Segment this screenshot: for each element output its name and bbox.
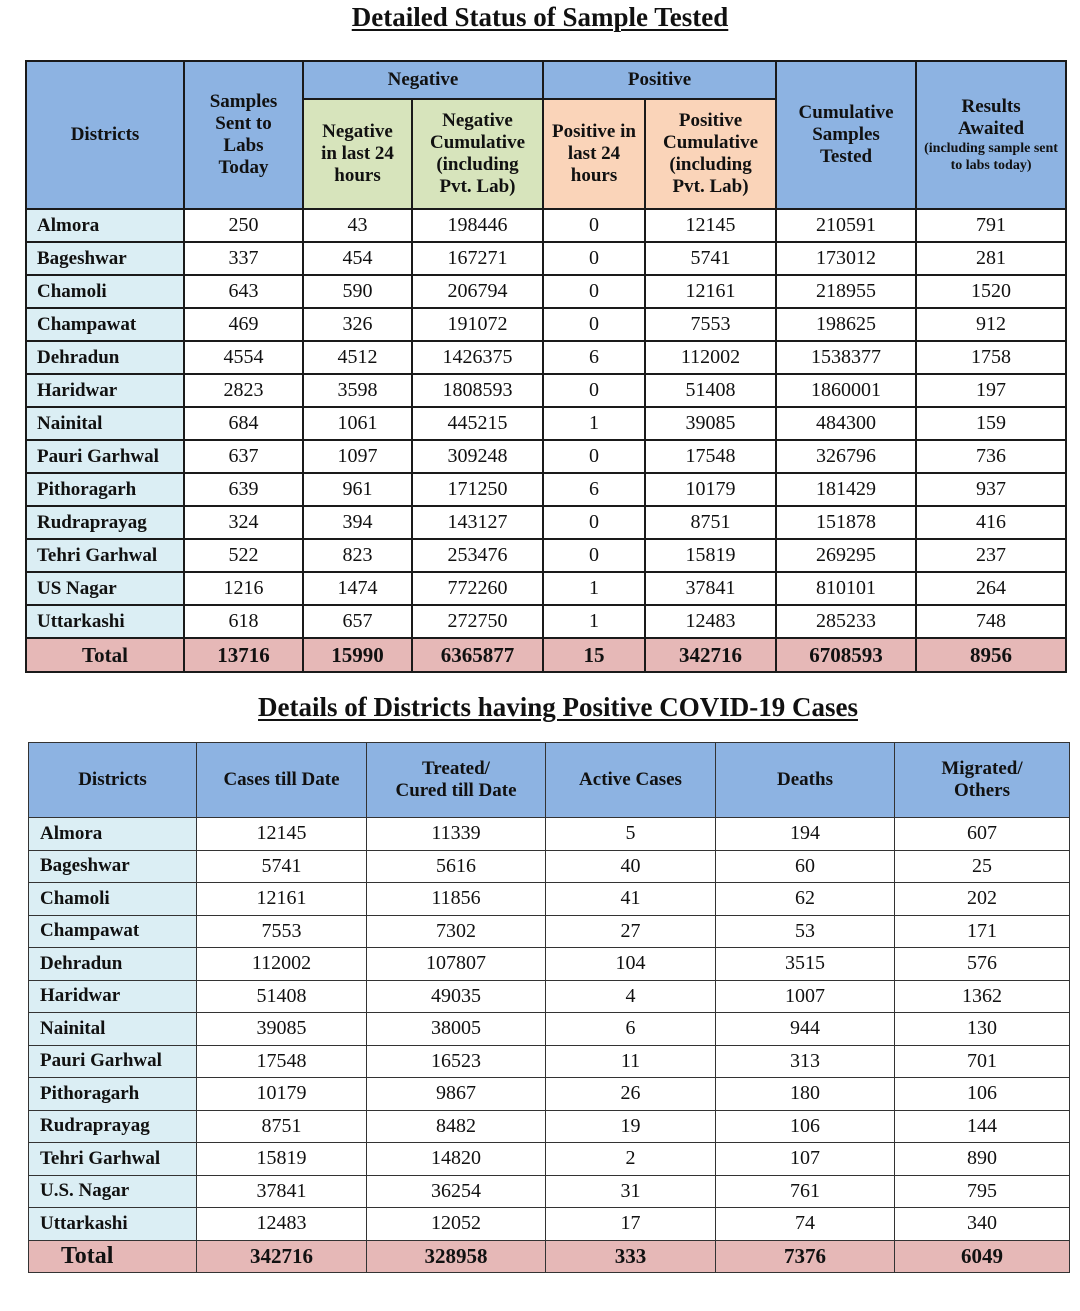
table-cell: 181429 xyxy=(776,473,916,506)
table-cell: 1007 xyxy=(716,980,895,1013)
header-cured-line2: Cured till Date xyxy=(395,780,517,801)
district-name: Uttarkashi xyxy=(29,1208,197,1241)
district-name: Chamoli xyxy=(29,883,197,916)
district-name: Nainital xyxy=(29,1013,197,1046)
table-row xyxy=(26,242,1066,275)
table-cell: 961 xyxy=(303,473,412,506)
table-cell: 26 xyxy=(546,1078,716,1111)
total-cell: 13716 xyxy=(184,638,303,672)
table-cell: 748 xyxy=(916,605,1066,638)
table-cell: 171 xyxy=(895,915,1070,948)
table-cell: 0 xyxy=(543,242,645,275)
table-cell: 944 xyxy=(716,1013,895,1046)
district-name: Almora xyxy=(26,209,184,242)
total-cell: 342716 xyxy=(645,638,776,672)
table-cell: 1362 xyxy=(895,980,1070,1013)
table-cell: 159 xyxy=(916,407,1066,440)
district-name: Pauri Garhwal xyxy=(26,440,184,473)
table-cell: 62 xyxy=(716,883,895,916)
table-cell: 15819 xyxy=(197,1143,367,1176)
table-cell: 3598 xyxy=(303,374,412,407)
table-cell: 39085 xyxy=(197,1013,367,1046)
table-cell: 198446 xyxy=(412,209,543,242)
table-cell: 3515 xyxy=(716,948,895,981)
table-cell: 309248 xyxy=(412,440,543,473)
table-cell: 4 xyxy=(546,980,716,1013)
table-cell: 0 xyxy=(543,539,645,572)
table-cell: 618 xyxy=(184,605,303,638)
table-cell: 1 xyxy=(543,605,645,638)
table-cell: 1216 xyxy=(184,572,303,605)
table-cell: 12161 xyxy=(197,883,367,916)
table-cell: 14820 xyxy=(367,1143,546,1176)
district-name: U.S. Nagar xyxy=(29,1175,197,1208)
table-cell: 51408 xyxy=(197,980,367,1013)
table-row xyxy=(29,1013,1070,1046)
total-cell: 7376 xyxy=(716,1240,895,1272)
header-samples-sent: Samples Sent to Labs Today xyxy=(184,61,303,209)
table-row xyxy=(26,605,1066,638)
district-name: Bageshwar xyxy=(29,850,197,883)
header-migrated-line1: Migrated/ xyxy=(941,758,1023,779)
table-cell: 484300 xyxy=(776,407,916,440)
table-cell: 49035 xyxy=(367,980,546,1013)
header-cases: Cases till Date xyxy=(197,743,367,818)
table-cell: 12052 xyxy=(367,1208,546,1241)
total-cell: 333 xyxy=(546,1240,716,1272)
district-name: Pithoragarh xyxy=(26,473,184,506)
table-cell: 12161 xyxy=(645,275,776,308)
table-cell: 1097 xyxy=(303,440,412,473)
total-cell: 6708593 xyxy=(776,638,916,672)
table-cell: 337 xyxy=(184,242,303,275)
table-cell: 27 xyxy=(546,915,716,948)
table-cell: 1808593 xyxy=(412,374,543,407)
table-cell: 454 xyxy=(303,242,412,275)
table-cell: 0 xyxy=(543,506,645,539)
table-cell: 6 xyxy=(546,1013,716,1046)
district-name: Champawat xyxy=(26,308,184,341)
table-cell: 7553 xyxy=(197,915,367,948)
table-row xyxy=(29,1110,1070,1143)
table-cell: 522 xyxy=(184,539,303,572)
table-cell: 40 xyxy=(546,850,716,883)
table-row xyxy=(29,1175,1070,1208)
table-cell: 250 xyxy=(184,209,303,242)
table-cell: 8482 xyxy=(367,1110,546,1143)
table-cell: 469 xyxy=(184,308,303,341)
header-negative-24h: Negative in last 24 hours xyxy=(303,99,412,209)
total-label: Total xyxy=(29,1240,197,1272)
table-cell: 10179 xyxy=(197,1078,367,1111)
table-cell: 151878 xyxy=(776,506,916,539)
table-cell: 7553 xyxy=(645,308,776,341)
table-cell: 130 xyxy=(895,1013,1070,1046)
table-cell: 51408 xyxy=(645,374,776,407)
table-cell: 253476 xyxy=(412,539,543,572)
table-cell: 206794 xyxy=(412,275,543,308)
total-cell: 8956 xyxy=(916,638,1066,672)
total-cell: 342716 xyxy=(197,1240,367,1272)
table-cell: 173012 xyxy=(776,242,916,275)
table-cell: 7302 xyxy=(367,915,546,948)
table-cell: 0 xyxy=(543,209,645,242)
header-positive-cumulative: Positive Cumulative (including Pvt. Lab) xyxy=(645,99,776,209)
table-row xyxy=(29,1045,1070,1078)
table-cell: 2 xyxy=(546,1143,716,1176)
table-cell: 657 xyxy=(303,605,412,638)
table-cell: 106 xyxy=(716,1110,895,1143)
header-positive-24h: Positive in last 24 hours xyxy=(543,99,645,209)
table-cell: 791 xyxy=(916,209,1066,242)
table-cell: 210591 xyxy=(776,209,916,242)
table-cell: 1474 xyxy=(303,572,412,605)
table-row xyxy=(29,915,1070,948)
table-cell: 823 xyxy=(303,539,412,572)
table-cell: 218955 xyxy=(776,275,916,308)
table-cell: 590 xyxy=(303,275,412,308)
table-row xyxy=(26,407,1066,440)
table-cell: 197 xyxy=(916,374,1066,407)
table-cell: 112002 xyxy=(645,341,776,374)
table-cell: 15819 xyxy=(645,539,776,572)
table-cell: 17548 xyxy=(197,1045,367,1078)
table-cell: 1061 xyxy=(303,407,412,440)
table-row xyxy=(29,1208,1070,1241)
district-name: US Nagar xyxy=(26,572,184,605)
table-cell: 38005 xyxy=(367,1013,546,1046)
table-cell: 104 xyxy=(546,948,716,981)
district-name: Rudraprayag xyxy=(29,1110,197,1143)
table-cell: 1520 xyxy=(916,275,1066,308)
table-row xyxy=(26,473,1066,506)
table-cell: 16523 xyxy=(367,1045,546,1078)
table-cell: 10179 xyxy=(645,473,776,506)
district-name: Nainital xyxy=(26,407,184,440)
table-cell: 890 xyxy=(895,1143,1070,1176)
district-name: Dehradun xyxy=(26,341,184,374)
header-positive-group: Positive xyxy=(543,61,776,99)
table-cell: 701 xyxy=(895,1045,1070,1078)
table-cell: 53 xyxy=(716,915,895,948)
results-awaited-label: Results Awaited xyxy=(957,96,1025,139)
table-cell: 167271 xyxy=(412,242,543,275)
table-row xyxy=(26,308,1066,341)
table-row xyxy=(26,209,1066,242)
table-cell: 74 xyxy=(716,1208,895,1241)
header-negative-group: Negative xyxy=(303,61,543,99)
total-cell: 328958 xyxy=(367,1240,546,1272)
table-cell: 194 xyxy=(716,818,895,851)
header-districts: Districts xyxy=(26,61,184,209)
table-cell: 313 xyxy=(716,1045,895,1078)
table-cell: 0 xyxy=(543,275,645,308)
table-cell: 143127 xyxy=(412,506,543,539)
header-migrated-line2: Others xyxy=(954,780,1010,801)
table-cell: 445215 xyxy=(412,407,543,440)
results-awaited-note: (including sample sent to labs today) xyxy=(924,141,1058,173)
table-cell: 0 xyxy=(543,440,645,473)
table-cell: 0 xyxy=(543,374,645,407)
total-cell: 15990 xyxy=(303,638,412,672)
table-cell: 191072 xyxy=(412,308,543,341)
table-cell: 37841 xyxy=(645,572,776,605)
table-cell: 272750 xyxy=(412,605,543,638)
table-cell: 107807 xyxy=(367,948,546,981)
table-cell: 326796 xyxy=(776,440,916,473)
table-cell: 39085 xyxy=(645,407,776,440)
district-name: Haridwar xyxy=(26,374,184,407)
total-label: Total xyxy=(26,638,184,672)
header-results-awaited xyxy=(916,61,1066,209)
table-cell: 0 xyxy=(543,308,645,341)
table-row xyxy=(29,948,1070,981)
table-cell: 12483 xyxy=(645,605,776,638)
table-cell: 237 xyxy=(916,539,1066,572)
table-row xyxy=(26,275,1066,308)
district-name: Tehri Garhwal xyxy=(29,1143,197,1176)
table-cell: 416 xyxy=(916,506,1066,539)
header-districts: Districts xyxy=(29,743,197,818)
table-cell: 1426375 xyxy=(412,341,543,374)
table-row xyxy=(29,818,1070,851)
table-cell: 643 xyxy=(184,275,303,308)
positive-cases-title: Details of Districts having Positive COVID-19 Cases xyxy=(258,692,858,722)
total-cell: 15 xyxy=(543,638,645,672)
table-cell: 281 xyxy=(916,242,1066,275)
table-cell: 2823 xyxy=(184,374,303,407)
table-cell: 810101 xyxy=(776,572,916,605)
table-cell: 36254 xyxy=(367,1175,546,1208)
table-cell: 736 xyxy=(916,440,1066,473)
table-cell: 171250 xyxy=(412,473,543,506)
table-cell: 1 xyxy=(543,572,645,605)
table-row xyxy=(26,341,1066,374)
table-row xyxy=(26,572,1066,605)
total-cell: 6365877 xyxy=(412,638,543,672)
district-name: Almora xyxy=(29,818,197,851)
table-cell: 17 xyxy=(546,1208,716,1241)
header-negative-cumulative: Negative Cumulative (including Pvt. Lab) xyxy=(412,99,543,209)
table-cell: 637 xyxy=(184,440,303,473)
table-cell: 269295 xyxy=(776,539,916,572)
table-cell: 19 xyxy=(546,1110,716,1143)
table-cell: 202 xyxy=(895,883,1070,916)
table-cell: 107 xyxy=(716,1143,895,1176)
table-cell: 31 xyxy=(546,1175,716,1208)
table-cell: 144 xyxy=(895,1110,1070,1143)
positive-cases-table xyxy=(28,742,1070,1273)
header-migrated xyxy=(895,743,1070,818)
total-row xyxy=(26,638,1066,672)
sample-tested-title: Detailed Status of Sample Tested xyxy=(351,2,729,32)
district-name: Pauri Garhwal xyxy=(29,1045,197,1078)
table-cell: 761 xyxy=(716,1175,895,1208)
district-name: Tehri Garhwal xyxy=(26,539,184,572)
table-cell: 1538377 xyxy=(776,341,916,374)
table-row xyxy=(29,1078,1070,1111)
table-cell: 11856 xyxy=(367,883,546,916)
total-row xyxy=(29,1240,1070,1272)
table-cell: 9867 xyxy=(367,1078,546,1111)
table-cell: 106 xyxy=(895,1078,1070,1111)
table-cell: 264 xyxy=(916,572,1066,605)
district-name: Champawat xyxy=(29,915,197,948)
header-cured xyxy=(367,743,546,818)
table-cell: 5741 xyxy=(197,850,367,883)
district-name: Chamoli xyxy=(26,275,184,308)
header-deaths: Deaths xyxy=(716,743,895,818)
table-cell: 6 xyxy=(543,473,645,506)
table-cell: 285233 xyxy=(776,605,916,638)
table-cell: 340 xyxy=(895,1208,1070,1241)
table-cell: 60 xyxy=(716,850,895,883)
table-cell: 198625 xyxy=(776,308,916,341)
district-name: Bageshwar xyxy=(26,242,184,275)
table-row xyxy=(29,1143,1070,1176)
table-cell: 795 xyxy=(895,1175,1070,1208)
table-cell: 25 xyxy=(895,850,1070,883)
table-cell: 12145 xyxy=(197,818,367,851)
table-cell: 394 xyxy=(303,506,412,539)
table-cell: 1860001 xyxy=(776,374,916,407)
district-name: Uttarkashi xyxy=(26,605,184,638)
header-cumulative-tested: Cumulative Samples Tested xyxy=(776,61,916,209)
table-cell: 684 xyxy=(184,407,303,440)
table-row xyxy=(26,539,1066,572)
district-name: Pithoragarh xyxy=(29,1078,197,1111)
table-cell: 41 xyxy=(546,883,716,916)
table-cell: 4512 xyxy=(303,341,412,374)
table-cell: 17548 xyxy=(645,440,776,473)
table-cell: 5616 xyxy=(367,850,546,883)
table-cell: 5 xyxy=(546,818,716,851)
table-cell: 326 xyxy=(303,308,412,341)
district-name: Rudraprayag xyxy=(26,506,184,539)
table-cell: 576 xyxy=(895,948,1070,981)
table-row xyxy=(26,440,1066,473)
table-cell: 6 xyxy=(543,341,645,374)
table-cell: 11339 xyxy=(367,818,546,851)
table-cell: 8751 xyxy=(645,506,776,539)
district-name: Haridwar xyxy=(29,980,197,1013)
district-name: Dehradun xyxy=(29,948,197,981)
table-row xyxy=(29,980,1070,1013)
table-row xyxy=(26,374,1066,407)
table-cell: 12145 xyxy=(645,209,776,242)
table-cell: 324 xyxy=(184,506,303,539)
table-row xyxy=(26,506,1066,539)
table-row xyxy=(29,883,1070,916)
table-cell: 112002 xyxy=(197,948,367,981)
table-cell: 912 xyxy=(916,308,1066,341)
table-row xyxy=(29,850,1070,883)
table-cell: 4554 xyxy=(184,341,303,374)
header-cured-line1: Treated/ xyxy=(422,758,490,779)
table-cell: 639 xyxy=(184,473,303,506)
table-cell: 8751 xyxy=(197,1110,367,1143)
header-active: Active Cases xyxy=(546,743,716,818)
table-cell: 1 xyxy=(543,407,645,440)
table-cell: 43 xyxy=(303,209,412,242)
sample-tested-table xyxy=(25,60,1067,673)
table-cell: 37841 xyxy=(197,1175,367,1208)
table-cell: 11 xyxy=(546,1045,716,1078)
table-cell: 5741 xyxy=(645,242,776,275)
table-cell: 937 xyxy=(916,473,1066,506)
table-cell: 772260 xyxy=(412,572,543,605)
table-cell: 180 xyxy=(716,1078,895,1111)
table-cell: 607 xyxy=(895,818,1070,851)
total-cell: 6049 xyxy=(895,1240,1070,1272)
table-cell: 1758 xyxy=(916,341,1066,374)
table-cell: 12483 xyxy=(197,1208,367,1241)
